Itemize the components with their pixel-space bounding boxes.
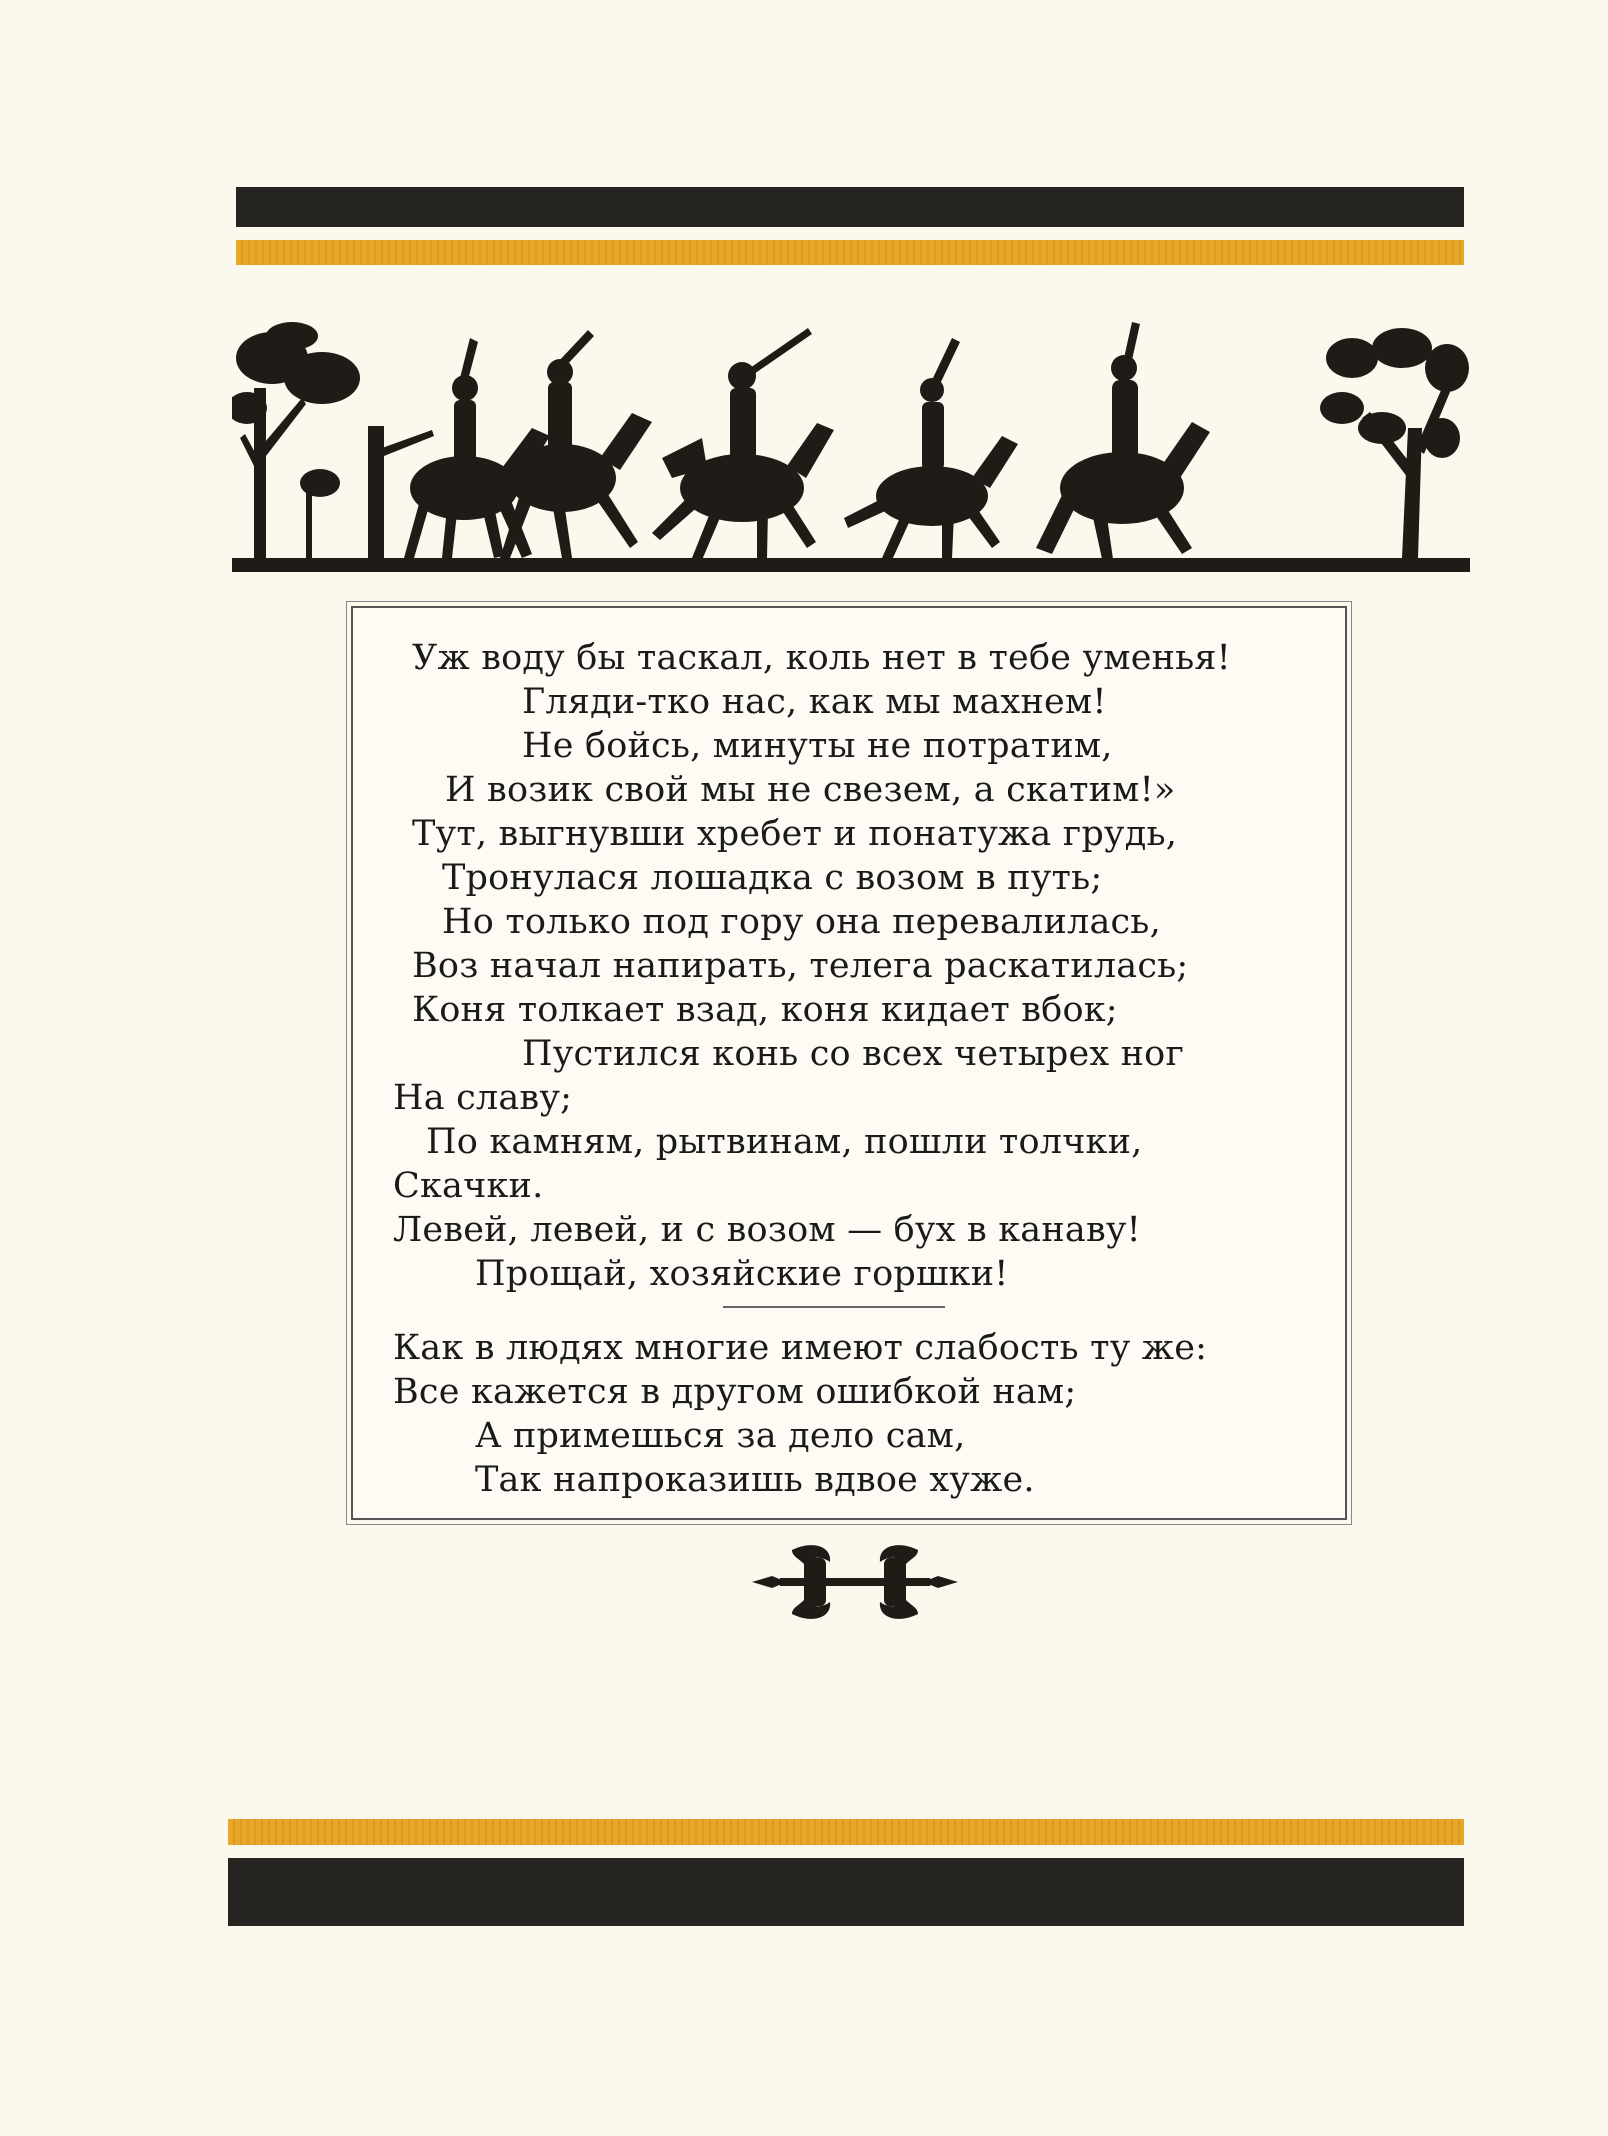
poem-line: Коня толкает взад, коня кидает вбок; bbox=[412, 990, 1118, 1030]
poem-line: Левей, левей, и с возом — бух в канаву! bbox=[393, 1210, 1141, 1250]
rider-silhouette bbox=[844, 338, 1018, 560]
moral-line: Все кажется в другом ошибкой нам; bbox=[393, 1372, 1077, 1412]
bottom-black-stripe bbox=[228, 1858, 1464, 1926]
monogram: ГМ bbox=[284, 543, 305, 557]
top-gold-stripe bbox=[236, 240, 1464, 265]
poem-line: Уж воду бы таскал, коль нет в тебе уменья! bbox=[412, 638, 1231, 678]
moral-line: Как в людях многие имеют слабость ту же: bbox=[393, 1328, 1208, 1368]
poem-line: Пустился конь со всех четырех ног bbox=[522, 1034, 1184, 1074]
moral-line: А примешься за дело сам, bbox=[475, 1416, 966, 1456]
decorative-ornament bbox=[752, 1540, 958, 1624]
bottom-gold-stripe bbox=[228, 1819, 1464, 1845]
rider-silhouette bbox=[1036, 322, 1210, 568]
left-tree-silhouette bbox=[232, 322, 360, 560]
top-black-stripe bbox=[236, 187, 1464, 227]
poem-line: Не бойсь, минуты не потратим, bbox=[522, 726, 1113, 766]
stanza-divider bbox=[723, 1306, 945, 1308]
poem-line: И возик свой мы не свезем, а скатим!» bbox=[445, 770, 1176, 810]
riders-silhouette-illustration bbox=[232, 318, 1470, 578]
moral-line: Так напроказишь вдвое хуже. bbox=[475, 1460, 1035, 1500]
poem-line: Тут, выгнувши хребет и понатужа грудь, bbox=[412, 814, 1178, 854]
poem-line: Но только под гору она перевалилась, bbox=[442, 902, 1161, 942]
right-tree-silhouette bbox=[1320, 328, 1469, 558]
poem-line: Гляди-тко нас, как мы махнем! bbox=[522, 682, 1107, 722]
fence-post bbox=[368, 426, 384, 560]
poem-line: По камням, рытвинам, пошли толчки, bbox=[426, 1122, 1143, 1162]
poem-line: Тронулася лошадка с возом в путь; bbox=[442, 858, 1103, 898]
poem-line: Скачки. bbox=[393, 1166, 544, 1206]
poem-line: На славу; bbox=[393, 1078, 573, 1118]
ground-strip bbox=[232, 558, 1470, 572]
rider-silhouette bbox=[652, 328, 834, 560]
poem-line: Прощай, хозяйские горшки! bbox=[475, 1254, 1009, 1294]
rider-silhouette bbox=[404, 338, 550, 558]
poem-line: Воз начал напирать, телега раскатилась; bbox=[412, 946, 1189, 986]
